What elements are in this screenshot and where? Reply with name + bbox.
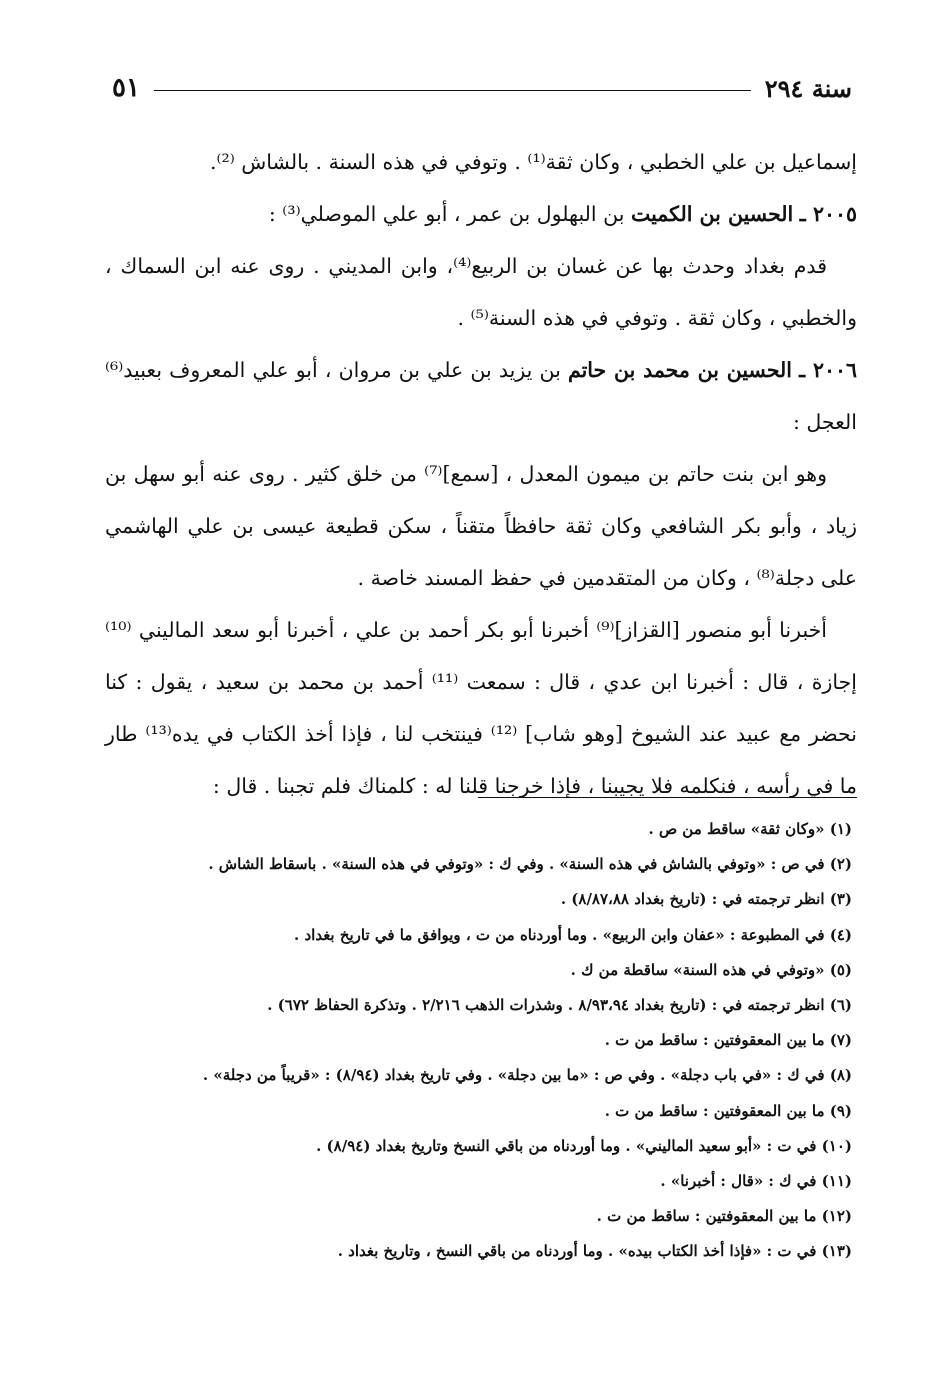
footnote: (٤) في المطبوعة : «عفان وابن الربيع» . وما أوردناه من ت ، ويوافق ما في تاريخ بغداد .: [294, 925, 852, 944]
footnote: (١٣) في ت : «فإذا أخذ الكتاب بيده» . وما أوردناه من باقي النسخ ، وتاريخ بغداد .: [337, 1242, 852, 1261]
main-text: [105, 136, 857, 812]
entry-name: الحسين بن الكميت: [630, 202, 794, 226]
entry-2006-heading: [105, 344, 857, 448]
entry-lineage: بن يزيد بن علي بن مروان ، أبو علي المعروف بعبيد⁽⁶⁾ العجل :: [105, 358, 857, 434]
footnote: (١٠) في ت : «أبو سعيد الماليني» . وما أوردناه من باقي النسخ وتاريخ بغداد (٨/٩٤) .: [316, 1136, 852, 1155]
entry-number: ٢٠٠٦ ـ: [799, 358, 857, 382]
entry-lineage: بن البهلول بن عمر ، أبو علي الموصلي⁽³⁾ :: [268, 202, 631, 226]
footnotes: [140, 812, 852, 1270]
footnote: (٦) انظر ترجمته في : (تاريخ بغداد ٨/٩٣،٩٤ . وشذرات الذهب ٢/٢١٦ . وتذكرة الحفاظ ٦٧٢) .: [267, 996, 852, 1015]
running-header: [112, 70, 852, 106]
header-rule: [154, 90, 751, 91]
footnote: (١١) في ك : «قال : أخبرنا» .: [660, 1172, 852, 1191]
footnote: (١) «وكان ثقة» ساقط من ص .: [648, 820, 852, 838]
entry-2006-body: وهو ابن بنت حاتم بن ميمون المعدل ، [سمع]⁽⁷⁾ من خلق كثير . روى عنه أبو سهل بن زياد ، وأبو بكر الشافعي وكان ثقة حافظاً متقناً ، سكن قطيعة عيسى بن علي الهاشمي على دجلة⁽⁸⁾ ، وكان من المتقدمين في حفظ المسند خاصة .: [105, 462, 857, 590]
entry-number: ٢٠٠٥ ـ: [799, 202, 857, 226]
running-header-year: سنة ٢٩٤: [764, 73, 852, 103]
paragraph-continuation: إسماعيل بن علي الخطبي ، وكان ثقة⁽¹⁾ . وتوفي في هذه السنة . بالشاش ⁽²⁾.: [209, 150, 857, 174]
footnote: (٥) «وتوفي في هذه السنة» ساقطة من ك .: [570, 960, 852, 979]
entry-2005-body: قدم بغداد وحدث بها عن غسان بن الربيع⁽⁴⁾، وابن المديني . روى عنه ابن السماك ، والخطبي ، وكان ثقة . وتوفي في هذه السنة⁽⁵⁾ .: [105, 254, 857, 330]
entry-2006-narration: أخبرنا أبو منصور [القزاز]⁽⁹⁾ أخبرنا أبو بكر أحمد بن علي ، أخبرنا أبو سعد الماليني ⁽¹⁰⁾ إجازة ، قال : أخبرنا ابن عدي ، قال : سمعت ⁽¹¹⁾ أحمد بن محمد بن سعيد ، يقول : كنا نحضر مع عبيد عند الشيوخ [وهو شاب] ⁽¹²⁾ فينتخب لنا ، فإذا أخذ الكتاب في يده⁽¹³⁾ طار ما في رأسه ، فنكلمه فلا يجيبنا ، فإذا خرجنا قلنا له : كلمناك فلم تجبنا . قال :: [105, 618, 857, 798]
footnote: (١٢) ما بين المعقوفتين : ساقط من ت .: [596, 1207, 852, 1226]
entry-2005-heading: [105, 188, 857, 240]
footnote: (٧) ما بين المعقوفتين : ساقط من ت .: [604, 1031, 852, 1050]
page-number: ٥١: [112, 73, 140, 103]
footnote: (٢) في ص : «وتوفي بالشاش في هذه السنة» . وفي ك : «وتوفي في هذه السنة» . باسقاط الشاش .: [208, 855, 852, 874]
footnote: (٣) انظر ترجمته في : (تاريخ بغداد ٨/٨٧،٨٨) .: [560, 890, 852, 909]
footnote: (٩) ما بين المعقوفتين : ساقط من ت .: [604, 1101, 852, 1120]
footnote-separator: [478, 797, 857, 798]
entry-name: الحسين بن محمد بن حاتم: [567, 358, 792, 382]
footnote: (٨) في ك : «في باب دجلة» . وفي ص : «ما بين دجلة» . وفي تاريخ بغداد (٨/٩٤) : «قريباً من دجلة» .: [202, 1066, 852, 1085]
